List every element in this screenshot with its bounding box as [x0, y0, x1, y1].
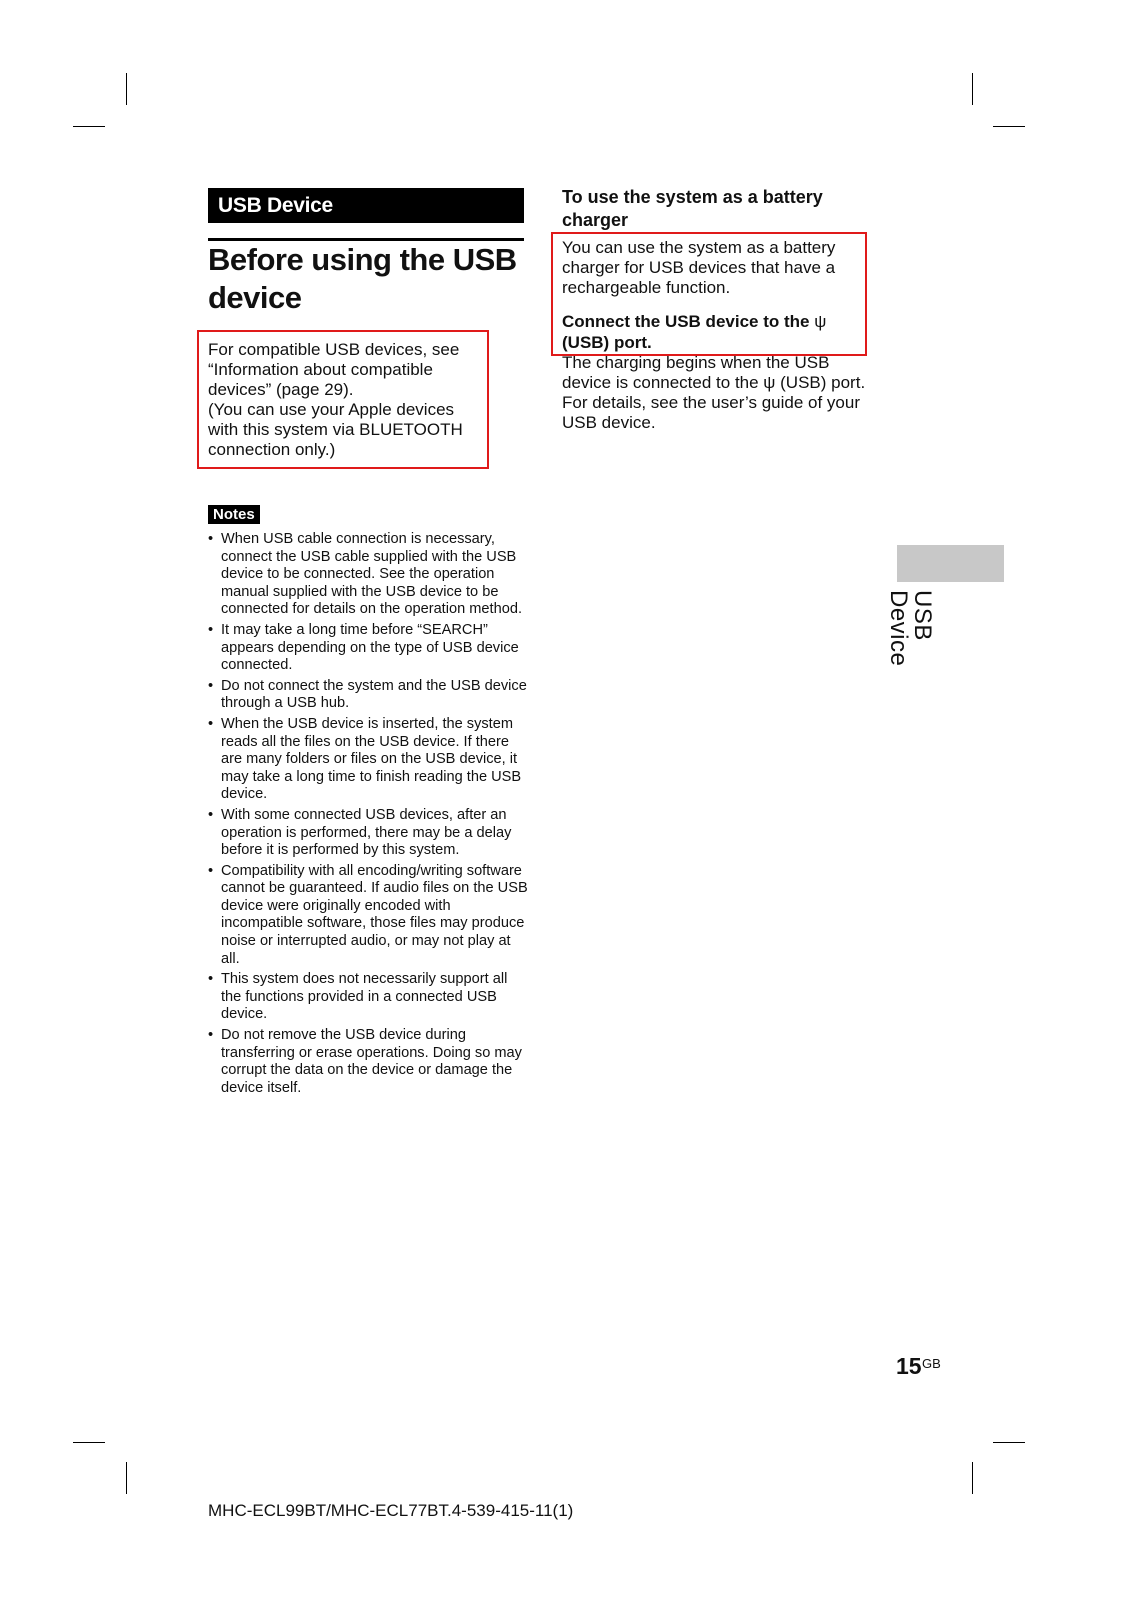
bullet-icon: • — [208, 806, 214, 823]
body-text: The charging begins when the USB device is connected to the — [562, 353, 830, 392]
crop-mark — [972, 1462, 973, 1494]
list-item — [208, 1027, 530, 1097]
note-text: This system does not necessarily support all the functions provided in a connected USB device. — [221, 971, 508, 1023]
note-text: Do not remove the USB device during transferring or erase operations. Doing so may corrupt the data on the device or damage the device itself. — [221, 1027, 522, 1096]
step-body — [562, 353, 867, 433]
crop-mark — [126, 1462, 127, 1494]
battery-intro: You can use the system as a battery charger for USB devices that have a rechargeable function. — [562, 238, 836, 297]
bullet-icon: • — [208, 621, 214, 638]
crop-mark — [972, 73, 973, 105]
note-text: When the USB device is inserted, the system reads all the files on the USB device. If there are many folders or files on the USB device, it may take a long time to finish reading the USB device. — [221, 715, 522, 803]
list-item — [208, 971, 530, 1024]
page-title: Before using the USB device — [208, 242, 517, 315]
crop-mark — [993, 1442, 1025, 1443]
usb-icon: ψ — [814, 312, 827, 331]
list-item — [208, 622, 530, 675]
crop-mark — [993, 126, 1025, 127]
usb-icon: ψ — [763, 373, 776, 392]
intro-text — [208, 340, 488, 460]
list-item — [208, 807, 530, 860]
step-text: (USB) port. — [562, 333, 652, 352]
list-item — [208, 531, 530, 619]
note-text: Compatibility with all encoding/writing software cannot be guaranteed. If audio files on the USB device were originally encoded with incompatible software, those files may produce noise or interrupted audio, or may not play at all. — [221, 862, 528, 967]
bullet-icon: • — [208, 862, 214, 879]
step-text: Connect the USB device to the — [562, 312, 815, 331]
section-bar: USB Device — [208, 188, 524, 223]
bullet-icon: • — [208, 715, 214, 732]
intro-line: (You can use your Apple devices with this system via BLUETOOTH connection only.) — [208, 400, 463, 459]
crop-mark — [73, 1442, 105, 1443]
note-text: When USB cable connection is necessary, connect the USB cable supplied with the USB device to be connected. See the operation manual supplied with the USB device to be connected for details on the operation method. — [221, 531, 522, 618]
notes-label: Notes — [208, 505, 260, 524]
side-tab — [897, 545, 1004, 582]
page-suffix: GB — [922, 1356, 941, 1371]
battery-heading: To use the system as a battery charger — [562, 187, 823, 230]
side-tab-label: USB Device — [885, 590, 936, 667]
body-text: (USB) port. For details, see the user’s guide of your USB device. — [562, 373, 866, 432]
footer-code: MHC-ECL99BT/MHC-ECL77BT.4-539-415-11(1) — [208, 1501, 574, 1520]
crop-mark — [73, 126, 105, 127]
bullet-icon: • — [208, 677, 214, 694]
note-text: With some connected USB devices, after an operation is performed, there may be a delay before it is performed by this system. — [221, 806, 512, 859]
list-item — [208, 716, 530, 804]
bullet-icon: • — [208, 971, 214, 988]
note-text: Do not connect the system and the USB device through a USB hub. — [221, 677, 527, 712]
step-heading — [562, 311, 862, 353]
notes-list — [208, 531, 530, 1100]
bullet-icon: • — [208, 1027, 214, 1044]
note-text: It may take a long time before “SEARCH” appears depending on the type of USB device connected. — [221, 621, 519, 674]
intro-line: For compatible USB devices, see “Information about compatible devices” (page 29). — [208, 340, 460, 399]
crop-mark — [126, 73, 127, 105]
list-item — [208, 863, 530, 969]
bullet-icon: • — [208, 531, 214, 547]
list-item — [208, 678, 530, 713]
page-number: 15 — [896, 1353, 922, 1379]
